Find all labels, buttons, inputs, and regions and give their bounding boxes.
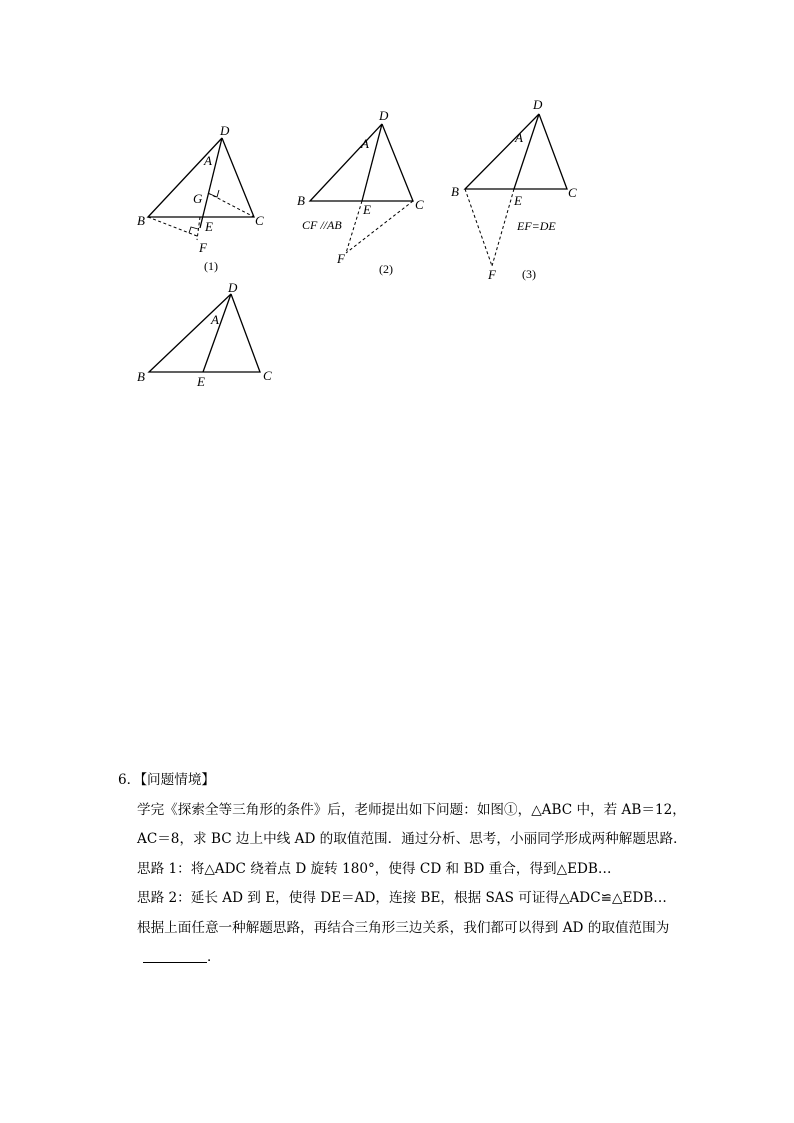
- right-angle-mark-G: [210, 190, 219, 197]
- question-text: 根据上面任意一种解题思路，再结合三角形三边关系，我们都可以得到 AD 的取值范围为: [137, 919, 670, 936]
- segment-CF: [346, 201, 413, 253]
- triangle-BDC: [149, 294, 260, 372]
- label-D: D: [228, 280, 238, 295]
- segment-DE: [203, 294, 231, 372]
- label-E: E: [197, 374, 205, 389]
- figure-2: [290, 100, 440, 280]
- label-E: E: [205, 219, 213, 234]
- label-C: C: [415, 197, 424, 212]
- problem-paragraph-2: 思路 1：将△ADC 绕着点 D 旋转 180°，使得 CD 和 BD 重合，得到△EDB…: [137, 860, 612, 877]
- label-C: C: [263, 368, 272, 383]
- label-G: G: [193, 191, 203, 206]
- answer-blank[interactable]: [143, 948, 207, 963]
- label-C: C: [255, 213, 264, 228]
- label-D: D: [379, 108, 389, 123]
- label-F: F: [337, 251, 345, 266]
- question-ending: ．: [207, 949, 221, 965]
- segment-GC: [208, 193, 254, 217]
- label-F: F: [488, 267, 496, 282]
- figure-4: [130, 280, 280, 390]
- figure-1: [130, 118, 280, 278]
- label-A: A: [361, 136, 369, 151]
- segment-DE: [200, 138, 222, 228]
- problem-heading: [118, 766, 688, 796]
- label-B: B: [297, 193, 305, 208]
- label-D: D: [533, 97, 543, 112]
- problem-paragraph-4: [118, 914, 688, 973]
- note-cf-parallel-ab: CF //AB: [302, 218, 342, 232]
- problem-title: 【问题情境】: [140, 772, 216, 788]
- segment-EF: [492, 189, 514, 266]
- label-E: E: [514, 193, 522, 208]
- problem-6: [118, 766, 688, 973]
- segment-BF: [465, 189, 492, 266]
- caption-2: (2): [379, 262, 393, 276]
- caption-1: (1): [204, 259, 218, 273]
- label-A: A: [211, 312, 219, 327]
- label-B: B: [451, 184, 459, 199]
- label-E: E: [363, 202, 371, 217]
- segment-BF: [148, 217, 197, 236]
- problem-paragraph-3: 思路 2：延长 AD 到 E，使得 DE＝AD，连接 BE，根据 SAS 可证得△ADC≌△EDB…: [137, 890, 667, 906]
- label-C: C: [568, 185, 577, 200]
- figure-3: [445, 92, 595, 292]
- label-A: A: [204, 153, 212, 168]
- label-F: F: [199, 240, 207, 255]
- label-D: D: [220, 123, 230, 138]
- right-angle-mark-F: [189, 227, 198, 233]
- caption-3: (3): [522, 267, 536, 281]
- segment-DE: [514, 114, 539, 189]
- label-B: B: [137, 369, 145, 384]
- problem-number: 6．: [118, 772, 141, 788]
- segment-EF: [346, 201, 362, 253]
- label-A: A: [515, 130, 523, 145]
- note-ef-equals-de: EF=DE: [517, 219, 556, 233]
- label-B: B: [137, 213, 145, 228]
- problem-paragraph-1: 学完《探索全等三角形的条件》后，老师提出如下问题：如图①，△ABC 中，若 AB＝12，AC＝8，求 BC 边上中线 AD 的取值范围．通过分析、思考，小丽同学形成两种解题思路．: [137, 801, 687, 847]
- triangle-BDC: [465, 114, 567, 189]
